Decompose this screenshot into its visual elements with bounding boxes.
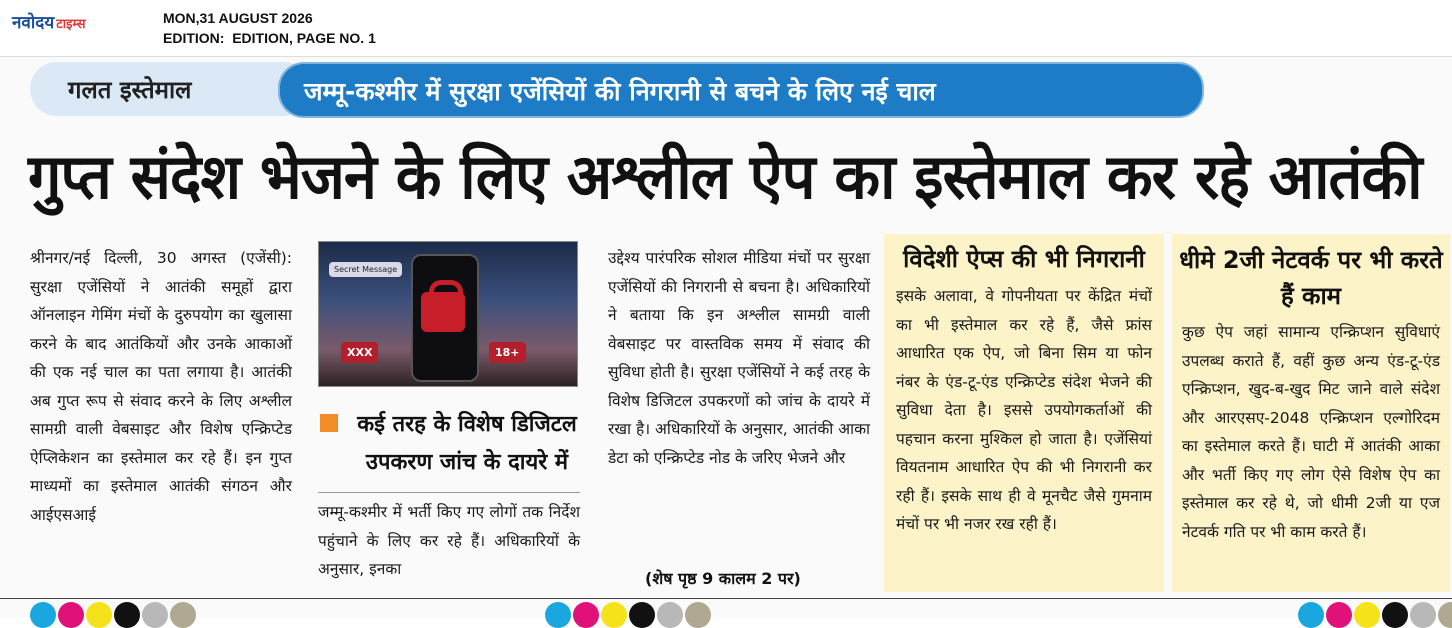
registration-dot <box>601 602 627 628</box>
edition-info <box>163 8 376 48</box>
registration-dot <box>114 602 140 628</box>
subhead-text: कई तरह के विशेष डिजिटल उपकरण जांच के दायरे में <box>357 412 577 475</box>
newspaper-logo[interactable] <box>12 10 86 33</box>
registration-dot <box>1354 602 1380 628</box>
registration-dot <box>685 602 711 628</box>
article-subhead <box>318 402 580 488</box>
registration-dot <box>142 602 168 628</box>
registration-dot <box>657 602 683 628</box>
registration-dot <box>170 602 196 628</box>
kicker-strip <box>30 62 1200 116</box>
registration-dot <box>545 602 571 628</box>
article-photo <box>318 241 578 387</box>
article-column-2: जम्मू-कश्मीर में भर्ती किए गए लोगों तक निर्देश पहुंचाने के लिए कर रहे हैं। अधिकारियों के अनुसार, इनका <box>318 503 580 578</box>
edition-line: EDITION: EDITION, PAGE NO. 1 <box>163 30 376 46</box>
kicker-label: गलत इस्तेमाल <box>68 76 192 104</box>
sidebar-body: कुछ ऐप जहां सामान्य एन्क्रिप्शन सुविधाएं उपलब्ध कराते हैं, वहीं कुछ अन्य एंड-टू-एंड एन्क्रिप्शन, खुद-ब-खुद मिट जाने वाले संदेश और आरएसए-2048 एन्क्रिप्शन एल्गोरिदम का इस्तेमाल करते हैं। घाटी में आतंकी आका और भर्ती किए गए लोग ऐसे विशेष ऐप का इस्तेमाल कर रहे थे, जो धीमी 2जी या एज नेटवर्क गति पर भी काम करते हैं। <box>1182 323 1440 541</box>
continued-note[interactable]: (शेष पृष्ठ 9 कालम 2 पर) <box>645 569 801 588</box>
registration-dot <box>1326 602 1352 628</box>
registration-dot <box>1438 602 1452 628</box>
sidebar-heading: विदेशी ऐप्स की भी निगरानी <box>903 245 1145 273</box>
xxx-badge: XXX <box>341 342 378 363</box>
page-bottom-rule <box>0 598 1452 599</box>
registration-dot <box>629 602 655 628</box>
registration-dot <box>1298 602 1324 628</box>
sidebar-body: इसके अलावा, वे गोपनीयता पर केंद्रित मंचों का भी इस्तेमाल कर रहे हैं, जैसे फ्रांस आधारित एक ऐप, जो बिना सिम या फोन नंबर के एंड-टू-एंड एन्क्रिप्टेड संदेश भेजने की सुविधा देता है। इससे उपयोगकर्ताओं की पहचान करना मुश्किल हो जाता है। एजेंसियां वियतनाम आधारित ऐप की भी निगरानी कर रही हैं। इसके साथ ही वे मूनचैट जैसे गुमनाम मंचों पर भी नजर रख रही हैं। <box>896 287 1152 533</box>
strapline: जम्मू-कश्मीर में सुरक्षा एजेंसियों की निगरानी से बचने के लिए नई चाल <box>304 77 936 106</box>
secret-message-bubble: Secret Message <box>329 262 402 277</box>
sidebar-foreign-apps <box>884 234 1164 592</box>
article-column-1: श्रीनगर/नई दिल्ली, 30 अगस्त (एजेंसी): सुरक्षा एजेंसियों ने आतंकी समूहों द्वारा ऑनलाइन गेमिंग मंचों के दुरुपयोग का खुलासा करने के बाद आतंकियों और उनके आकाओं की एक नई चाल का पता लगाया है। आतंकी अब गुप्त रूप से संवाद करने के लिए अश्लील सामग्री वाली वेबसाइट और विशेष एन्क्रिप्टेड ऐप्लिकेशन का इस्तेमाल कर रहे हैं। इन गुप्त माध्यमों का इस्तेमाल आतंकी संगठन और आईएसआई <box>30 249 292 524</box>
sidebar-2g-network <box>1172 234 1450 592</box>
bullet-square-icon <box>320 414 338 432</box>
lock-icon <box>421 292 465 332</box>
registration-dot <box>58 602 84 628</box>
main-headline: गुप्त संदेश भेजने के लिए अश्लील ऐप का इस्तेमाल कर रहे आतंकी <box>28 140 1422 213</box>
registration-dot <box>30 602 56 628</box>
logo-sub: टाइम्स <box>56 17 86 32</box>
subhead-divider <box>318 492 580 493</box>
article-column-3: उद्देश्य पारंपरिक सोशल मीडिया मंचों पर सुरक्षा एजेंसियों की निगरानी से बचना है। अधिकारियों ने बताया कि इन अश्लील सामग्री वाली वेबसाइट पर वास्तविक समय में संवाद की सुविधा होती है। सुरक्षा एजेंसियों ने कई तरह के विशेष डिजिटल उपकरणों को जांच के दायरे में रखा है। अधिकारियों के अनुसार, आतंकी आका डेटा को एन्क्रिप्टेड नोड के जरिए भेजने और <box>608 249 870 467</box>
kicker-label-box <box>30 62 310 116</box>
adult-badge: 18+ <box>489 342 526 363</box>
sidebar-heading: धीमे 2जी नेटवर्क पर भी करते हैं काम <box>1179 246 1443 310</box>
date-line: MON,31 AUGUST 2026 <box>163 10 313 26</box>
registration-dot <box>1410 602 1436 628</box>
registration-dot <box>1382 602 1408 628</box>
logo-main: नवोदय <box>12 13 55 33</box>
masthead-bar <box>0 0 1452 57</box>
strapline-box <box>278 62 1204 118</box>
registration-dot <box>86 602 112 628</box>
registration-dot <box>573 602 599 628</box>
